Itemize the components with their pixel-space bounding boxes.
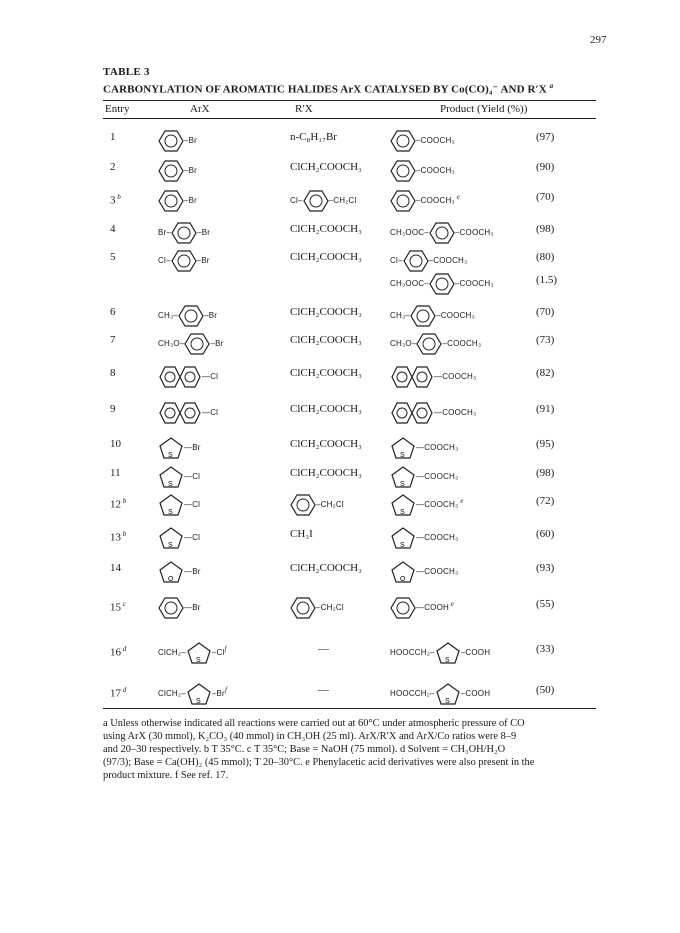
alkyl-halide: Cl– –CH₂Cl xyxy=(290,190,356,212)
svg-text:S: S xyxy=(400,542,405,549)
footnote-line-5: product mixture. f See ref. 17. xyxy=(103,770,229,781)
aryl-halide: CH₃– –Br xyxy=(158,305,278,327)
entry-number: 12 $^b$ xyxy=(110,497,127,511)
product: CH₃OOC– –COOCH₃ xyxy=(390,222,530,244)
table-row xyxy=(0,130,680,150)
yield: (70) xyxy=(536,306,555,318)
svg-text:S: S xyxy=(195,698,201,706)
entry-number: 17 $^d$ xyxy=(110,686,127,700)
page-number: 297 xyxy=(590,34,607,46)
yield: (73) xyxy=(536,334,555,346)
product: –COOCH₃ xyxy=(390,160,530,182)
yield: (91) xyxy=(536,403,555,415)
entry-number: 2 xyxy=(110,161,116,173)
entry-number: 7 xyxy=(110,334,116,346)
header-entry: Entry xyxy=(105,103,130,115)
table-row xyxy=(0,683,680,706)
svg-text:S: S xyxy=(168,452,173,459)
entry-number: 15 $^c$ xyxy=(110,600,126,614)
product: Cl– –COOCH₃ xyxy=(390,250,530,272)
table-row xyxy=(0,527,680,547)
table-title xyxy=(103,82,553,96)
table-row xyxy=(0,222,680,242)
footnote-line-2: using ArX (30 mmol), K₂CO₃ (40 mmol) in CH₃OH (25 ml). ArX/R′X and ArX/Co ratios were 8–9 xyxy=(103,731,517,742)
yield: (60) xyxy=(536,528,555,540)
product: S —COOCH₃ $^e$ xyxy=(390,494,530,516)
alkyl-halide: ClCH₂COOCH₃ xyxy=(290,438,362,450)
alkyl-halide: ClCH₂COOCH₃ xyxy=(290,334,362,346)
aryl-halide: S —Br xyxy=(158,437,278,459)
svg-text:S: S xyxy=(168,509,173,516)
svg-text:S: S xyxy=(400,509,405,517)
table-row xyxy=(0,642,680,665)
svg-text:S: S xyxy=(168,481,173,488)
table-row xyxy=(0,437,680,457)
aryl-halide: —Br xyxy=(158,597,278,619)
entry-number: 16 $^d$ xyxy=(110,645,127,659)
svg-text:S: S xyxy=(400,452,405,459)
svg-text:S: S xyxy=(168,542,173,549)
alkyl-halide: ClCH₂COOCH₃ xyxy=(290,562,362,574)
yield: (1.5) xyxy=(536,274,558,286)
aryl-halide: S —Cl xyxy=(158,466,278,488)
svg-text:S: S xyxy=(400,481,405,488)
table-label: TABLE 3 xyxy=(103,66,150,78)
aryl-halide: Cl– –Br xyxy=(158,250,278,272)
alkyl-halide: ClCH₂COOCH₃ xyxy=(290,306,362,318)
yield: (50) xyxy=(536,684,555,696)
product: HOOCCH₂– S –COOH xyxy=(390,683,530,705)
alkyl-halide: — xyxy=(318,684,329,696)
aryl-halide: –Br xyxy=(158,130,278,152)
entry-number: 4 xyxy=(110,223,116,235)
entry-number: 10 xyxy=(110,438,121,450)
product: CH₃– –COOCH₃ xyxy=(390,305,530,327)
svg-text:S: S xyxy=(444,698,450,705)
aryl-halide: O —Br xyxy=(158,561,278,583)
aryl-halide: –Br xyxy=(158,160,278,182)
footnotes xyxy=(103,717,596,782)
entry-number: 3 $^b$ xyxy=(110,193,121,207)
alkyl-halide: ClCH₂COOCH₃ xyxy=(290,403,362,415)
alkyl-halide: ClCH₂COOCH₃ xyxy=(290,223,362,235)
table-row xyxy=(0,333,680,353)
entry-number: 11 xyxy=(110,467,121,479)
table-row xyxy=(0,250,680,270)
table-row xyxy=(0,190,680,210)
product: CH₃OOC– –COOCH₃ xyxy=(390,273,530,295)
table-row xyxy=(0,597,680,617)
entry-number: 13 $^b$ xyxy=(110,530,127,544)
table-title-marker: a xyxy=(549,82,554,90)
entry-number: 5 xyxy=(110,251,116,263)
yield: (98) xyxy=(536,467,555,479)
yield: (70) xyxy=(536,191,555,203)
table-row xyxy=(0,366,680,386)
table-row xyxy=(0,494,680,517)
aryl-halide: –Br xyxy=(158,190,278,212)
table-row xyxy=(0,561,680,581)
alkyl-halide: ClCH₂COOCH₃ xyxy=(290,251,362,263)
product: —COOH $^e$ xyxy=(390,597,530,619)
aryl-halide: ClCH₂– S –Br$^f$ xyxy=(158,686,227,706)
alkyl-halide: ClCH₂COOCH₃ xyxy=(290,367,362,379)
yield: (72) xyxy=(536,495,555,507)
entry-number: 6 xyxy=(110,306,116,318)
rule-top xyxy=(103,100,596,101)
table-row xyxy=(0,466,680,486)
aryl-halide: CH₃O– –Br xyxy=(158,333,278,355)
product: S —COOCH₃ xyxy=(390,466,530,488)
svg-text:O: O xyxy=(400,576,406,583)
header-product: Product (Yield (%)) xyxy=(440,103,528,115)
entry-number: 8 xyxy=(110,367,116,379)
aryl-halide: —Cl xyxy=(158,366,278,388)
alkyl-halide: ClCH₂COOCH₃ xyxy=(290,161,362,173)
yield: (80) xyxy=(536,251,555,263)
product: HOOCCH₂– S –COOH xyxy=(390,642,530,664)
yield: (82) xyxy=(536,367,555,379)
rule-bottom xyxy=(103,708,596,709)
product: CH₃O– –COOCH₃ xyxy=(390,333,530,355)
svg-text:S: S xyxy=(195,657,201,665)
yield: (95) xyxy=(536,438,555,450)
table-row xyxy=(0,273,680,293)
header-arx: ArX xyxy=(190,103,210,115)
header-rx: R′X xyxy=(295,103,313,115)
footnote-line-4: (97/3); Base = Ca(OH)₂ (45 mmol); T 20–30°C. e Phenylacetic acid derivatives were also present in the xyxy=(103,757,535,768)
aryl-halide: S —Cl xyxy=(158,527,278,549)
table-row xyxy=(0,402,680,422)
yield: (97) xyxy=(536,131,555,143)
alkyl-halide: n-C₈H₁₇Br xyxy=(290,131,337,143)
product: –COOCH₃ $^e$ xyxy=(390,190,530,212)
alkyl-halide: –CH₂Cl xyxy=(290,494,344,516)
aryl-halide: S —Cl xyxy=(158,494,278,516)
alkyl-halide: ClCH₂COOCH₃ xyxy=(290,467,362,479)
aryl-halide: —Cl xyxy=(158,402,278,424)
entry-number: 1 xyxy=(110,131,116,143)
footnote-line-3: and 20–30 respectively. b T 35°C. c T 35°C; Base = NaOH (75 mmol). d Solvent = CH₃OH/H₂O xyxy=(103,744,506,755)
table-row xyxy=(0,160,680,180)
aryl-halide: ClCH₂– S –Cl$^f$ xyxy=(158,645,227,665)
yield: (93) xyxy=(536,562,555,574)
yield: (98) xyxy=(536,223,555,235)
aryl-halide: Br– –Br xyxy=(158,222,278,244)
product: —COOCH₃ xyxy=(390,366,530,388)
svg-text:O: O xyxy=(168,576,174,583)
entry-number: 9 xyxy=(110,403,116,415)
yield: (90) xyxy=(536,161,555,173)
product: —COOCH₃ xyxy=(390,402,530,424)
footnote-line-1: a Unless otherwise indicated all reactions were carried out at 60°C under atmospheric pressure of CO xyxy=(103,718,525,729)
alkyl-halide: CH₃I xyxy=(290,528,313,540)
table-row xyxy=(0,305,680,325)
table-title-text: CARBONYLATION OF AROMATIC HALIDES ArX CATALYSED BY Co(CO)₄⁻ AND R′X xyxy=(103,83,547,96)
entry-number: 14 xyxy=(110,562,121,574)
alkyl-halide: –CH₂Cl xyxy=(290,597,344,619)
product: S —COOCH₃ xyxy=(390,527,530,549)
product: –COOCH₃ xyxy=(390,130,530,152)
product: O —COOCH₃ xyxy=(390,561,530,583)
yield: (55) xyxy=(536,598,555,610)
product: S —COOCH₃ xyxy=(390,437,530,459)
alkyl-halide: — xyxy=(318,643,329,655)
svg-text:S: S xyxy=(444,657,450,664)
yield: (33) xyxy=(536,643,555,655)
rule-header xyxy=(103,118,596,119)
